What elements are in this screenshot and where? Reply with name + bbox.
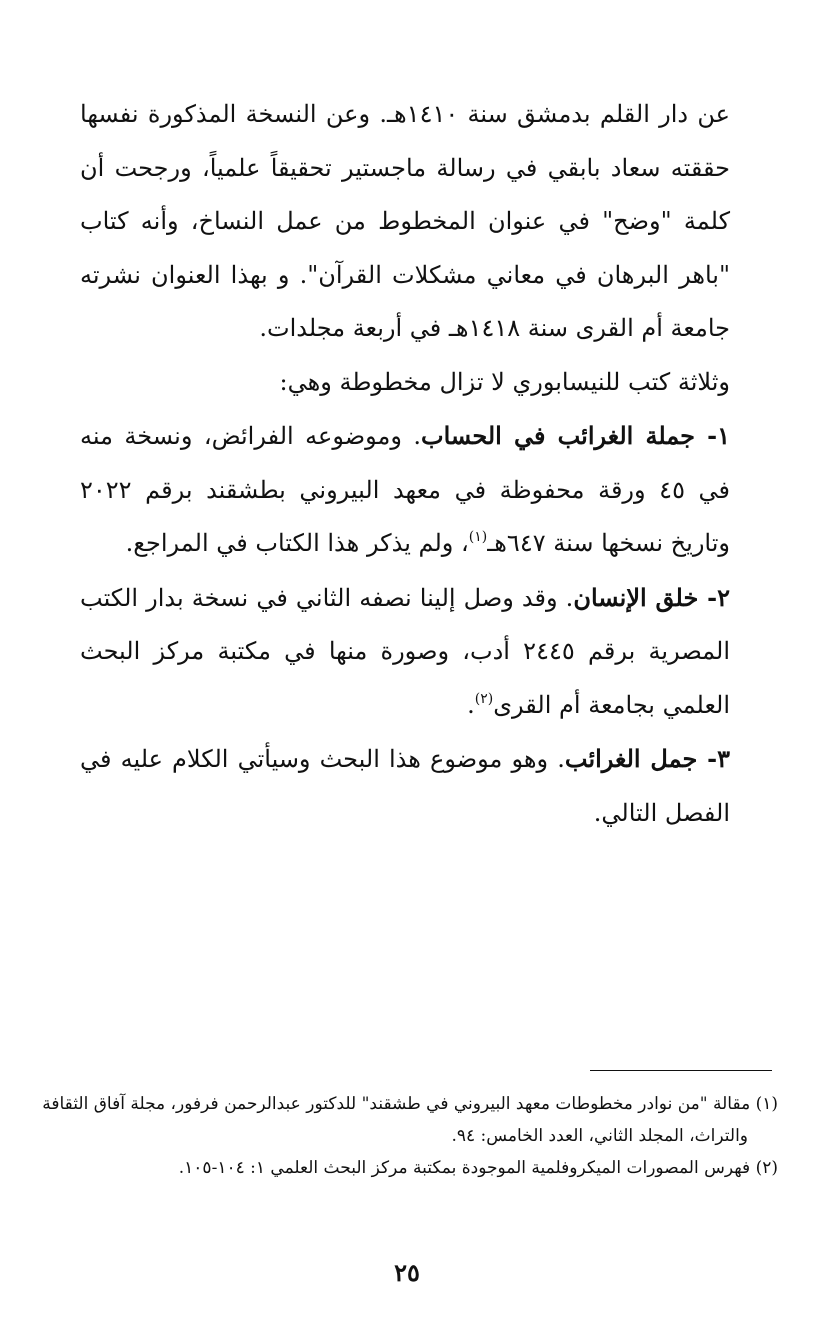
footnote-ref: (١) — [468, 529, 488, 546]
list-item-text-end: ، ولم يذكر هذا الكتاب في المراجع. — [125, 529, 469, 557]
list-item-text: . وهو موضوع هذا البحث وسيأتي الكلام عليه في الفصل التالي. — [80, 745, 730, 827]
paragraph-list-intro: وثلاثة كتب للنيسابوري لا تزال مخطوطة وهي: — [279, 367, 730, 396]
list-item-3 — [80, 732, 730, 840]
footnotes — [38, 1088, 778, 1184]
list-item-number: ١- — [694, 421, 730, 450]
footnote-2: (٢) فهرس المصورات الميكروفلمية الموجودة بمكتبة مركز البحث العلمي ١: ١٠٤-١٠٥. — [178, 1158, 778, 1178]
list-item-title: جملة الغرائب في الحساب — [421, 421, 695, 450]
list-item-text-end: . — [467, 690, 475, 719]
list-item-text: . وقد وصل إلينا نصفه الثاني في نسخة بدار الكتب المصرية برقم ٢٤٤٥ أدب، وصورة منها في مكتبة مركز البحث العلمي بجامعة أم القرى — [80, 583, 730, 719]
paragraph-intro: عن دار القلم بدمشق سنة ١٤١٠هـ. وعن النسخة المذكورة نفسها حققته سعاد بابقي في رسالة ماجستير تحقيقاً علمياً، ورجحت أن كلمة "وضح" في عنوان المخطوط من عمل النساخ، وأنه كتاب "باهر البرهان في معاني مشكلات القرآن". و بهذا العنوان نشرته جامعة أم القرى سنة ١٤١٨هـ في أربعة مجلدات. — [80, 100, 730, 342]
main-text — [80, 88, 730, 840]
list-item-2 — [80, 571, 730, 733]
footnote-separator — [590, 1070, 772, 1071]
list-item-title: جمل الغرائب — [564, 744, 698, 773]
page-number: ٢٥ — [394, 1258, 420, 1287]
footnote-ref: (٢) — [474, 690, 494, 707]
list-item-number: ٢- — [698, 582, 731, 612]
list-item-text: . وموضوعه الفرائض، ونسخة منه في ٤٥ ورقة محفوظة في معهد البيروني بطشقند برقم ٢٠٢٢ وتاريخ نسخها سنة ٦٤٧هـ — [80, 422, 730, 557]
footnote-1: (١) مقالة "من نوادر مخطوطات معهد البيروني في طشقند" للدكتور عبدالرحمن فرفور، مجلة آفاق الثقافة — [42, 1094, 778, 1114]
list-item-1 — [80, 409, 730, 571]
list-item-number: ٣- — [697, 744, 730, 773]
list-item-title: خلق الإنسان — [573, 582, 699, 612]
footnote-1-continued: والتراث، المجلد الثاني، العدد الخامس: ٩٤. — [451, 1126, 748, 1146]
